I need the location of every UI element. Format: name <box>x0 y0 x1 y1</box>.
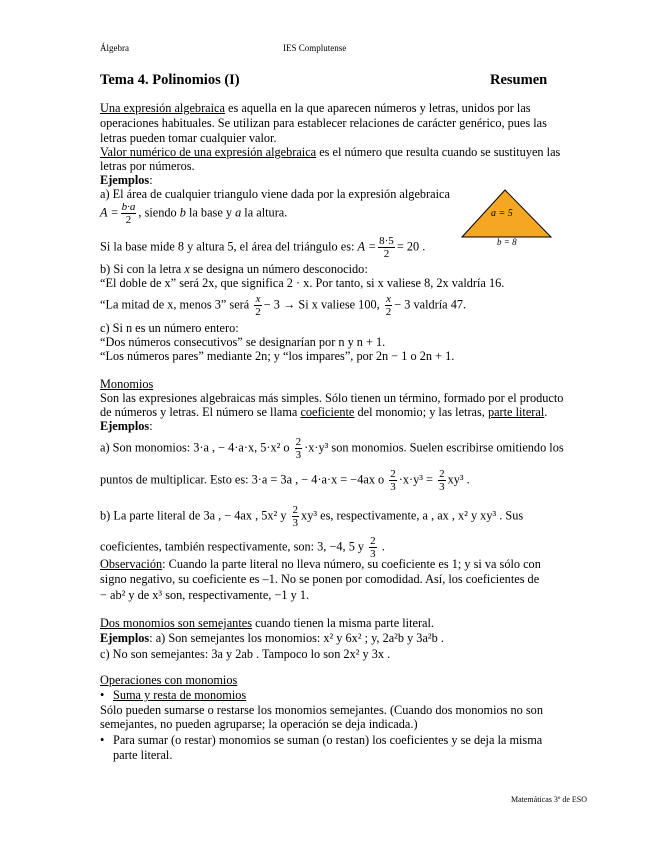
semejantes-definition: Dos monomios son semejantes cuando tienen la misma parte literal. <box>100 616 434 630</box>
operaciones-line-2: semejantes, no pueden agruparse; la operación se deja indicada.) <box>100 717 418 731</box>
ejemplos-heading-2: Ejemplos: <box>100 419 153 433</box>
bullet-icon: • <box>100 733 105 747</box>
triangle-figure <box>459 185 555 247</box>
operaciones-bullet-2-cont: parte literal. <box>113 748 173 762</box>
operaciones-bullet-2: • Para sumar (o restar) monomios se suman (o restan) los coeficientes y se deja la misma <box>100 733 543 747</box>
example-a-formula: A = $\frac{b\cdot a}{2}$ , siendo b la base y a la altura. <box>100 201 288 226</box>
observacion-line-1: Observación: Cuando la parte literal no lleva número, su coeficiente es 1; y si va sólo con <box>100 557 541 571</box>
monomios-example-b-1: b) La parte literal de 3a , − 4ax , 5x² y $\frac{2}{3}$ xy³ es, respectivamente, a , ax , x² y xy³ . Sus <box>100 504 524 529</box>
header-left: Álgebra <box>100 43 129 53</box>
monomios-example-b-2: coeficientes, también respectivamente, son: 3, −4, 5 y $\frac{2}{3}$ . <box>100 535 385 560</box>
intro-line-1: Una expresión algebraica es aquella en la que aparecen números y letras, unidos por las <box>100 101 531 115</box>
example-b-line-2: “El doble de x” será 2x, que significa 2 · x. Por tanto, si x valiese 8, 2x valdría 16. <box>100 276 505 290</box>
intro-line-2: operaciones habituales. Se utilizan para establecer relaciones de carácter genérico, pues las <box>100 116 547 130</box>
intro-line-3: letras pueden tomar cualquier valor. <box>100 131 277 145</box>
bullet-icon: • <box>100 688 105 702</box>
semejantes-example-1: Ejemplos: a) Son semejantes los monomios: x² y 6x² ; y, 2a²b y 3a²b . <box>100 631 444 645</box>
example-b-line-1: b) Si con la letra x se designa un número desconocido: <box>100 262 368 276</box>
triangle-label-a: a = 5 <box>491 208 513 219</box>
monomios-line-1: Son las expresiones algebraicas más simples. Sólo tienen un término, formado por el producto <box>100 391 564 405</box>
monomios-example-a-1: a) Son monomios: 3·a , − 4·a·x, 5·x² o $\frac{2}{3}$ ·x·y³ son monomios. Suelen escribirse omitiendo los <box>100 436 564 461</box>
intro-line-5: letras por números. <box>100 159 195 173</box>
footer: Matemáticas 3º de ESO <box>510 795 587 804</box>
example-c-line-1: c) Si n es un número entero: <box>100 321 239 335</box>
example-a-calc: Si la base mide 8 y altura 5, el área del triángulo es: A = $\frac{8\cdot 5}{2}$ = 20 . <box>100 235 426 260</box>
example-a-line-1: a) El área de cualquier triangulo viene dada por la expresión algebraica <box>100 187 450 201</box>
triangle-label-b: b = 8 <box>497 237 517 247</box>
ejemplos-heading-1: Ejemplos: <box>100 173 153 187</box>
observacion-line-3: − ab² y de x³ son, respectivamente, −1 y 1. <box>100 588 310 602</box>
intro-line-4: Valor numérico de una expresión algebraica es el número que resulta cuando se sustituyen las <box>100 145 561 159</box>
operaciones-line-1: Sólo pueden sumarse o restarse los monomios semejantes. (Cuando dos monomios no son <box>100 703 543 717</box>
semejantes-example-2: c) No son semejantes: 3a y 2ab . Tampoco lo son 2x² y 3x . <box>100 647 391 661</box>
operaciones-heading: Operaciones con monomios <box>100 673 238 687</box>
page-title: Tema 4. Polinomios (I) <box>100 72 240 88</box>
monomios-example-a-2: puntos de multiplicar. Esto es: 3·a = 3a , − 4·a·x = −4ax o $\frac{2}{3}$ ·x·y³ = $\frac{2}{3}$ xy³ . <box>100 468 470 493</box>
monomios-line-2: de números y letras. El número se llama coeficiente del monomio; y las letras, parte literal. <box>100 405 548 419</box>
observacion-line-2: signo negativo, su coeficiente es –1. No se ponen por comodidad. Así, los coeficientes de <box>100 572 540 586</box>
header-center: IES Complutense <box>283 43 347 53</box>
example-b-line-3: “La mitad de x, menos 3” será $\frac{x}{2}$ − 3 → Si x valiese 100, $\frac{x}{2}$ − 3 valdría 47. <box>100 293 467 318</box>
example-c-line-2: “Dos números consecutivos” se designarían por n y n + 1. <box>100 335 386 349</box>
example-c-line-3: “Los números pares” mediante 2n; y “los impares”, por 2n − 1 o 2n + 1. <box>100 349 455 363</box>
resumen-label: Resumen <box>490 72 548 88</box>
monomios-heading: Monomios <box>100 377 154 391</box>
operaciones-bullet-1: • Suma y resta de monomios <box>100 688 247 702</box>
